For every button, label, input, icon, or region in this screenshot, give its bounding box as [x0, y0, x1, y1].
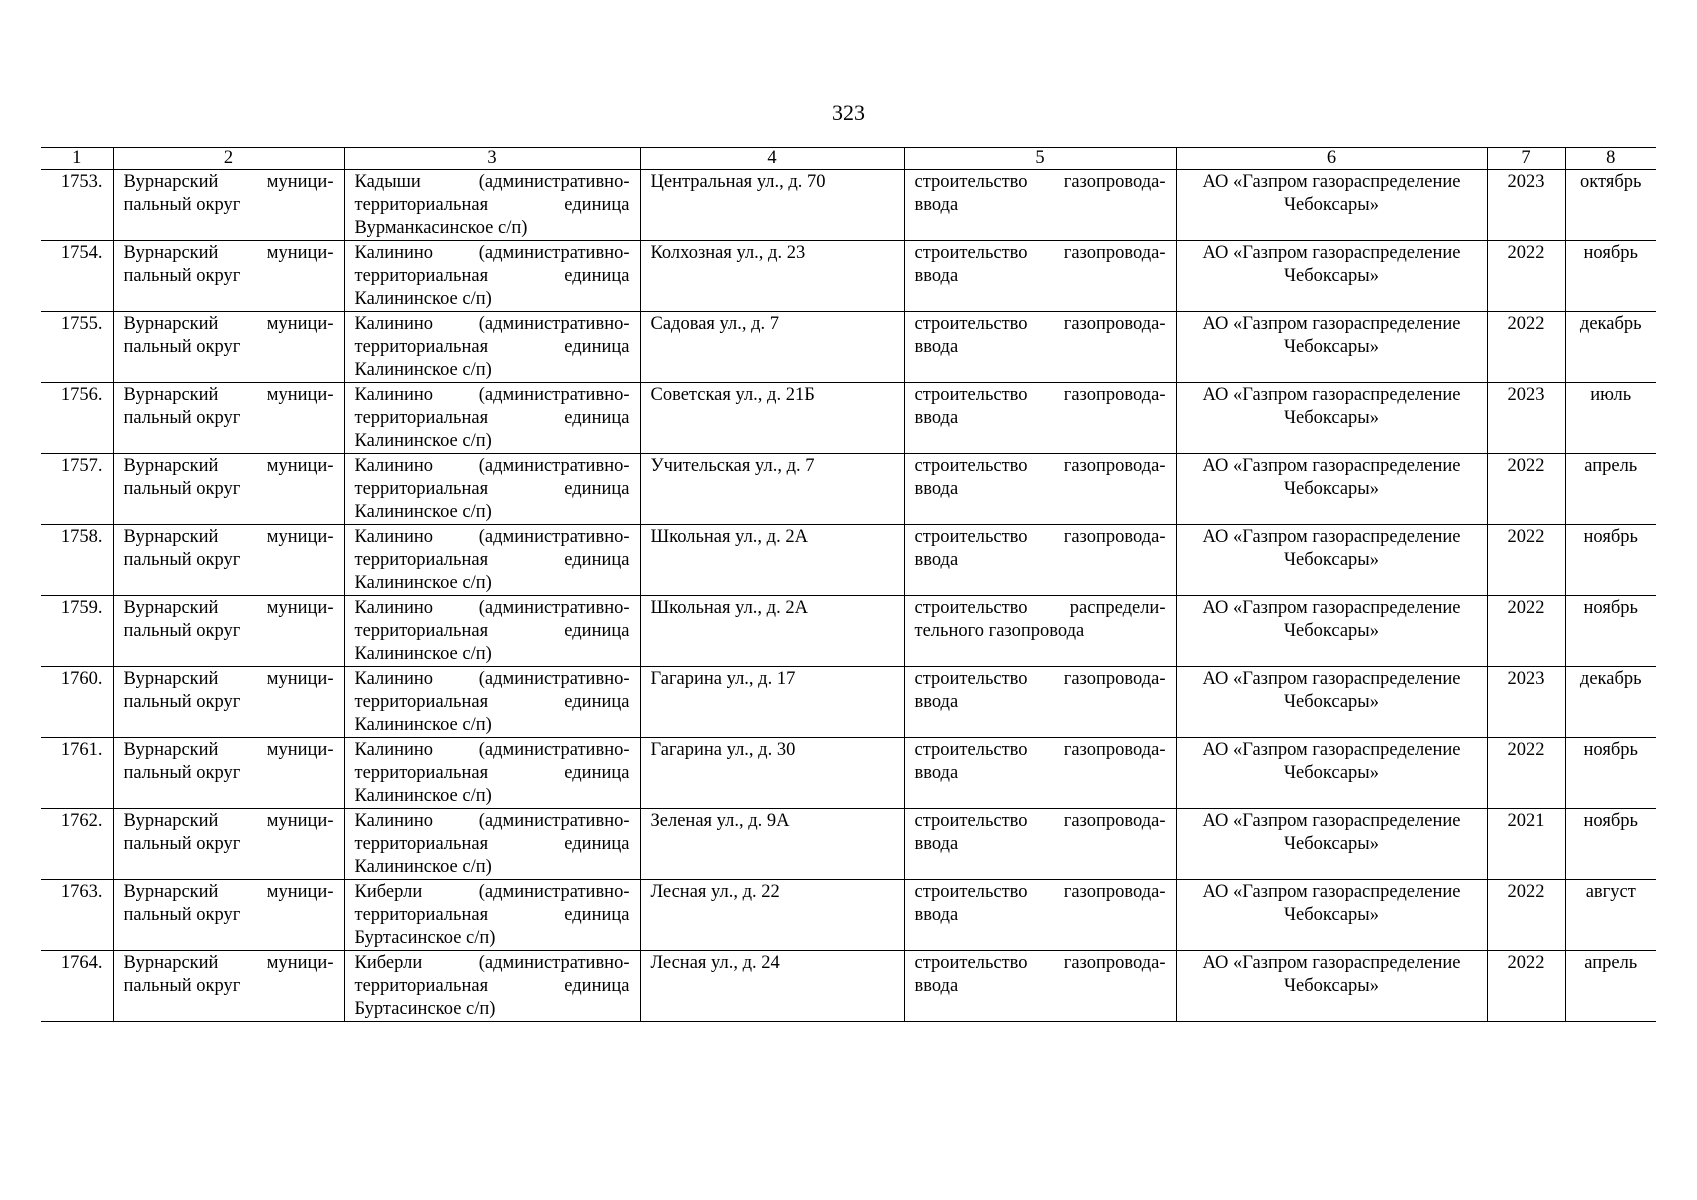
month-cell: апрель [1565, 454, 1656, 525]
address-cell: Школьная ул., д. 2А [640, 596, 904, 667]
district-cell: Вурнарский муници-пальный округ [113, 454, 344, 525]
row-number: 1758. [41, 525, 113, 596]
locality-cell: Киберли (административно-территориальная единица Буртасинское с/п) [344, 951, 640, 1022]
row-number: 1762. [41, 809, 113, 880]
table-row [41, 525, 1656, 596]
column-header-5: 5 [904, 148, 1176, 170]
work-type-cell: строительство газопровода-ввода [904, 170, 1176, 241]
locality-cell: Калинино (административно-территориальная единица Калининское с/п) [344, 383, 640, 454]
month-cell: август [1565, 880, 1656, 951]
table-row [41, 809, 1656, 880]
district-cell: Вурнарский муници-пальный округ [113, 738, 344, 809]
locality-cell: Киберли (административно-территориальная единица Буртасинское с/п) [344, 880, 640, 951]
address-cell: Зеленая ул., д. 9А [640, 809, 904, 880]
year-cell: 2022 [1487, 738, 1565, 809]
year-cell: 2022 [1487, 241, 1565, 312]
table-row [41, 880, 1656, 951]
month-cell: октябрь [1565, 170, 1656, 241]
district-cell: Вурнарский муници-пальный округ [113, 596, 344, 667]
locality-cell: Калинино (административно-территориальная единица Калининское с/п) [344, 454, 640, 525]
row-number: 1755. [41, 312, 113, 383]
row-number: 1760. [41, 667, 113, 738]
month-cell: апрель [1565, 951, 1656, 1022]
organization-cell: АО «Газпром газораспределение Чебоксары» [1176, 454, 1487, 525]
gas-supply-table [41, 147, 1656, 1022]
year-cell: 2023 [1487, 383, 1565, 454]
locality-cell: Калинино (административно-территориальная единица Калининское с/п) [344, 809, 640, 880]
district-cell: Вурнарский муници-пальный округ [113, 241, 344, 312]
year-cell: 2022 [1487, 312, 1565, 383]
table-row [41, 596, 1656, 667]
district-cell: Вурнарский муници-пальный округ [113, 951, 344, 1022]
work-type-cell: строительство газопровода-ввода [904, 738, 1176, 809]
district-cell: Вурнарский муници-пальный округ [113, 809, 344, 880]
locality-cell: Калинино (административно-территориальная единица Калининское с/п) [344, 667, 640, 738]
district-cell: Вурнарский муници-пальный округ [113, 383, 344, 454]
row-number: 1754. [41, 241, 113, 312]
work-type-cell: строительство газопровода-ввода [904, 525, 1176, 596]
column-header-8: 8 [1565, 148, 1656, 170]
organization-cell: АО «Газпром газораспределение Чебоксары» [1176, 738, 1487, 809]
organization-cell: АО «Газпром газораспределение Чебоксары» [1176, 809, 1487, 880]
locality-cell: Кадыши (административно-территориальная единица Вурманкасинское с/п) [344, 170, 640, 241]
organization-cell: АО «Газпром газораспределение Чебоксары» [1176, 312, 1487, 383]
district-cell: Вурнарский муници-пальный округ [113, 667, 344, 738]
row-number: 1763. [41, 880, 113, 951]
organization-cell: АО «Газпром газораспределение Чебоксары» [1176, 383, 1487, 454]
address-cell: Центральная ул., д. 70 [640, 170, 904, 241]
row-number: 1753. [41, 170, 113, 241]
organization-cell: АО «Газпром газораспределение Чебоксары» [1176, 241, 1487, 312]
work-type-cell: строительство распредели-тельного газопровода [904, 596, 1176, 667]
locality-cell: Калинино (административно-территориальная единица Калининское с/п) [344, 738, 640, 809]
work-type-cell: строительство газопровода-ввода [904, 241, 1176, 312]
column-header-2: 2 [113, 148, 344, 170]
address-cell: Школьная ул., д. 2А [640, 525, 904, 596]
organization-cell: АО «Газпром газораспределение Чебоксары» [1176, 525, 1487, 596]
year-cell: 2022 [1487, 525, 1565, 596]
district-cell: Вурнарский муници-пальный округ [113, 525, 344, 596]
work-type-cell: строительство газопровода-ввода [904, 454, 1176, 525]
year-cell: 2023 [1487, 667, 1565, 738]
organization-cell: АО «Газпром газораспределение Чебоксары» [1176, 596, 1487, 667]
year-cell: 2023 [1487, 170, 1565, 241]
row-number: 1757. [41, 454, 113, 525]
locality-cell: Калинино (административно-территориальная единица Калининское с/п) [344, 525, 640, 596]
page-number: 323 [832, 100, 865, 125]
locality-cell: Калинино (административно-территориальная единица Калининское с/п) [344, 596, 640, 667]
work-type-cell: строительство газопровода-ввода [904, 312, 1176, 383]
address-cell: Гагарина ул., д. 17 [640, 667, 904, 738]
work-type-cell: строительство газопровода-ввода [904, 951, 1176, 1022]
table-row [41, 383, 1656, 454]
work-type-cell: строительство газопровода-ввода [904, 667, 1176, 738]
table-row [41, 667, 1656, 738]
month-cell: ноябрь [1565, 809, 1656, 880]
column-header-6: 6 [1176, 148, 1487, 170]
month-cell: ноябрь [1565, 525, 1656, 596]
column-header-1: 1 [41, 148, 113, 170]
work-type-cell: строительство газопровода-ввода [904, 880, 1176, 951]
row-number: 1764. [41, 951, 113, 1022]
table-row [41, 738, 1656, 809]
month-cell: ноябрь [1565, 241, 1656, 312]
table-row [41, 312, 1656, 383]
column-header-7: 7 [1487, 148, 1565, 170]
column-header-4: 4 [640, 148, 904, 170]
row-number: 1761. [41, 738, 113, 809]
month-cell: ноябрь [1565, 596, 1656, 667]
address-cell: Учительская ул., д. 7 [640, 454, 904, 525]
address-cell: Садовая ул., д. 7 [640, 312, 904, 383]
district-cell: Вурнарский муници-пальный округ [113, 170, 344, 241]
year-cell: 2022 [1487, 596, 1565, 667]
year-cell: 2022 [1487, 951, 1565, 1022]
row-number: 1759. [41, 596, 113, 667]
month-cell: декабрь [1565, 312, 1656, 383]
district-cell: Вурнарский муници-пальный округ [113, 880, 344, 951]
locality-cell: Калинино (административно-территориальная единица Калининское с/п) [344, 312, 640, 383]
organization-cell: АО «Газпром газораспределение Чебоксары» [1176, 170, 1487, 241]
address-cell: Колхозная ул., д. 23 [640, 241, 904, 312]
month-cell: декабрь [1565, 667, 1656, 738]
organization-cell: АО «Газпром газораспределение Чебоксары» [1176, 667, 1487, 738]
address-cell: Лесная ул., д. 24 [640, 951, 904, 1022]
row-number: 1756. [41, 383, 113, 454]
year-cell: 2021 [1487, 809, 1565, 880]
table-row [41, 241, 1656, 312]
table-row [41, 170, 1656, 241]
work-type-cell: строительство газопровода-ввода [904, 383, 1176, 454]
year-cell: 2022 [1487, 454, 1565, 525]
column-header-3: 3 [344, 148, 640, 170]
locality-cell: Калинино (административно-территориальная единица Калининское с/п) [344, 241, 640, 312]
month-cell: ноябрь [1565, 738, 1656, 809]
year-cell: 2022 [1487, 880, 1565, 951]
work-type-cell: строительство газопровода-ввода [904, 809, 1176, 880]
month-cell: июль [1565, 383, 1656, 454]
organization-cell: АО «Газпром газораспределение Чебоксары» [1176, 880, 1487, 951]
district-cell: Вурнарский муници-пальный округ [113, 312, 344, 383]
address-cell: Лесная ул., д. 22 [640, 880, 904, 951]
address-cell: Советская ул., д. 21Б [640, 383, 904, 454]
address-cell: Гагарина ул., д. 30 [640, 738, 904, 809]
organization-cell: АО «Газпром газораспределение Чебоксары» [1176, 951, 1487, 1022]
table-row [41, 454, 1656, 525]
header-row [41, 148, 1656, 170]
table-row [41, 951, 1656, 1022]
